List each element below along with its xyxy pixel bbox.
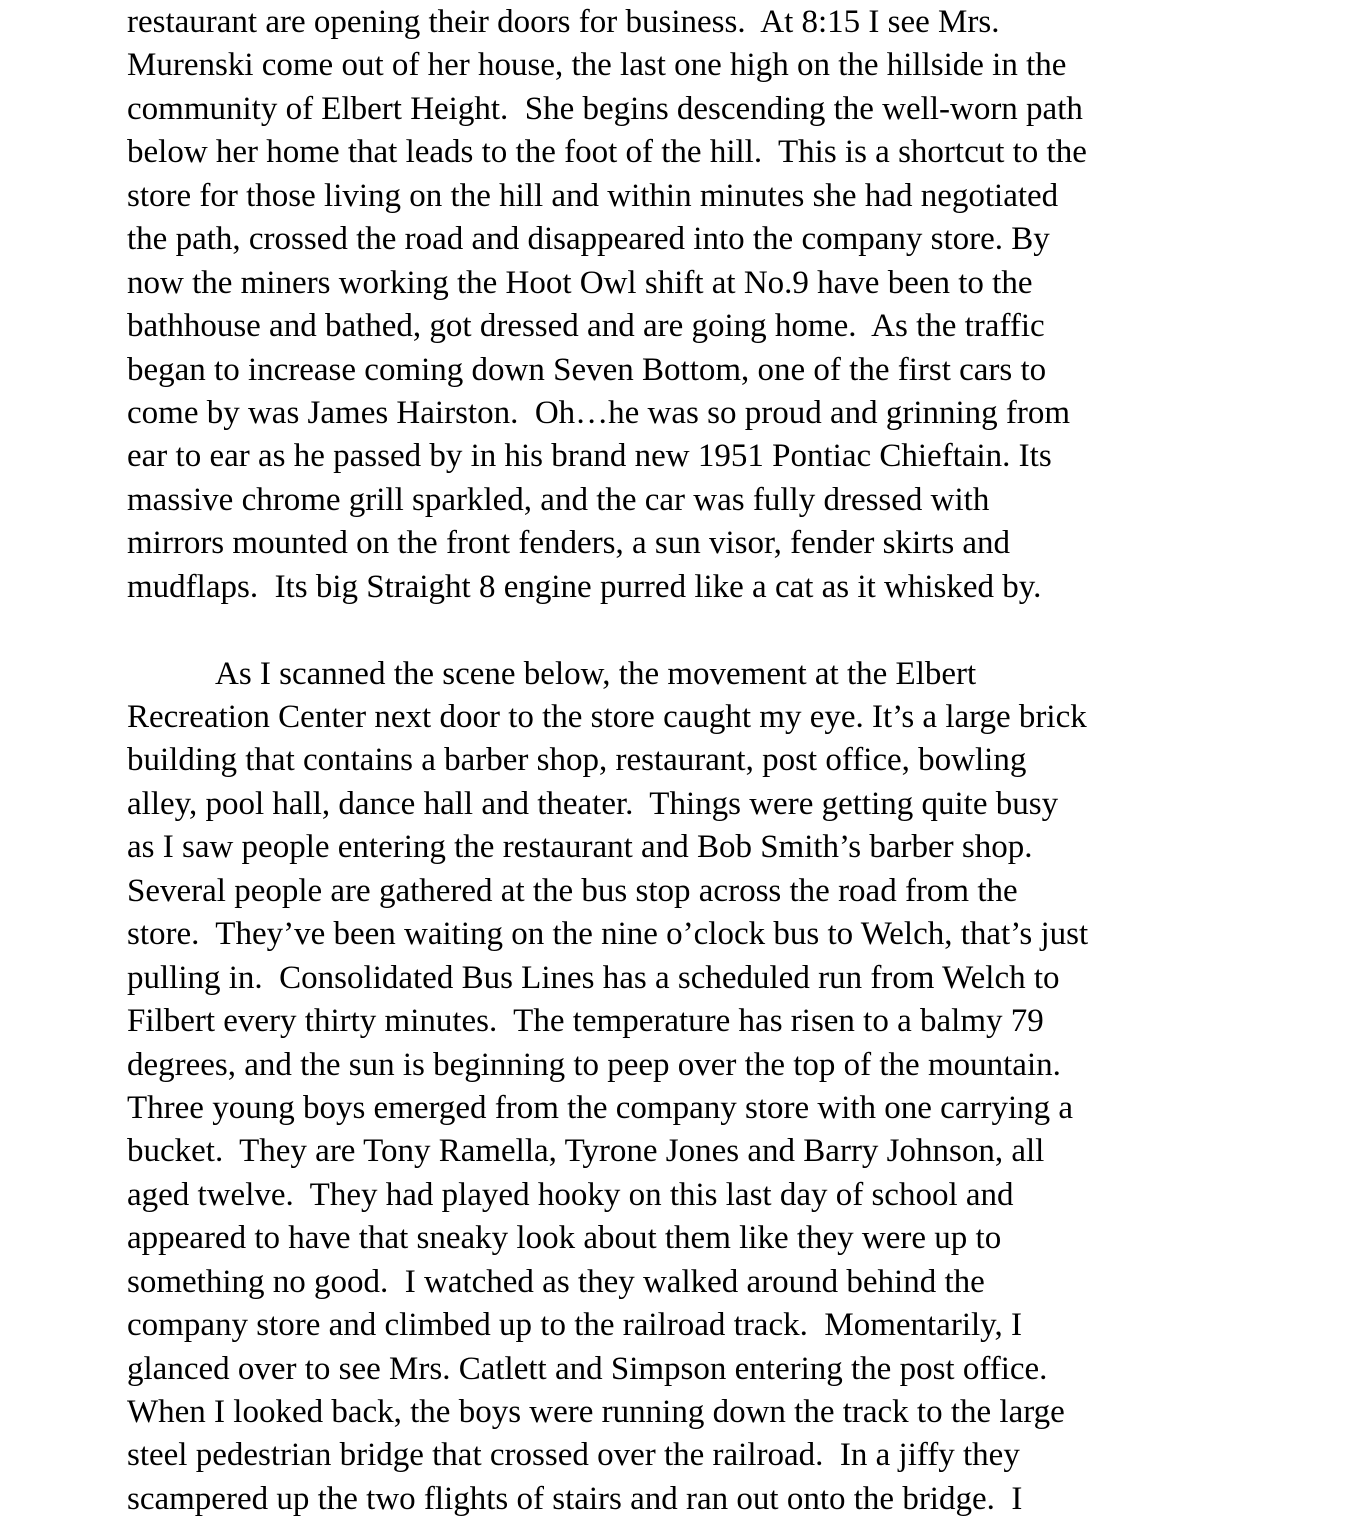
text-line: company store and climbed up to the railroad track. Momentarily, I [127, 1307, 1022, 1344]
text-line: Murenski come out of her house, the last one high on the hillside in the [127, 47, 1067, 84]
text-line: now the miners working the Hoot Owl shift at No.9 have been to the [127, 264, 1033, 301]
text-line: degrees, and the sun is beginning to peep over the top of the mountain. [127, 1046, 1061, 1083]
text-line: mudflaps. Its big Straight 8 engine purred like a cat as it whisked by. [127, 568, 1042, 605]
text-line: restaurant are opening their doors for business. At 8:15 I see Mrs. [127, 4, 1000, 40]
text-line: bathhouse and bathed, got dressed and are going home. As the traffic [127, 308, 1045, 345]
text-line: come by was James Hairston. Oh…he was so proud and grinning from [127, 394, 1071, 431]
paragraph [127, 1, 1307, 609]
text-line: aged twelve. They had played hooky on this last day of school and [127, 1176, 1014, 1213]
text-line: as I saw people entering the restaurant and Bob Smith’s barber shop. [127, 829, 1033, 866]
text-line: ear to ear as he passed by in his brand new 1951 Pontiac Chieftain. Its [127, 438, 1052, 475]
text-line: began to increase coming down Seven Bottom, one of the first cars to [127, 351, 1047, 388]
text-line: the path, crossed the road and disappeared into the company store. By [127, 221, 1050, 258]
text-line: When I looked back, the boys were running down the track to the large [127, 1394, 1065, 1430]
text-line: Three young boys emerged from the company store with one carrying a [127, 1089, 1074, 1126]
text-line: massive chrome grill sparkled, and the car was fully dressed with [127, 481, 990, 518]
text-line: pulling in. Consolidated Bus Lines has a scheduled run from Welch to [127, 959, 1060, 996]
text-line: bucket. They are Tony Ramella, Tyrone Jones and Barry Johnson, all [127, 1133, 1045, 1170]
paragraph [127, 653, 1307, 1522]
text-line: building that contains a barber shop, restaurant, post office, bowling [127, 742, 1027, 779]
text-line: something no good. I watched as they walked around behind the [127, 1263, 985, 1300]
text-line: glanced over to see Mrs. Catlett and Simpson entering the post office. [127, 1350, 1048, 1387]
text-line: store for those living on the hill and within minutes she had negotiated [127, 177, 1059, 214]
text-line: Several people are gathered at the bus stop across the road from the [127, 872, 1018, 909]
text-line: scampered up the two flights of stairs and ran out onto the bridge. I [127, 1480, 1023, 1517]
text-line: mirrors mounted on the front fenders, a sun visor, fender skirts and [127, 525, 1011, 562]
text-line: store. They’ve been waiting on the nine o’clock bus to Welch, that’s just [127, 916, 1089, 953]
text-line: Filbert every thirty minutes. The temperature has risen to a balmy 79 [127, 1003, 1044, 1040]
text-line: appeared to have that sneaky look about them like they were up to [127, 1220, 1002, 1257]
text-line: Recreation Center next door to the store caught my eye. It’s a large brick [127, 699, 1087, 735]
text-line: below her home that leads to the foot of the hill. This is a shortcut to the [127, 134, 1087, 171]
page-text-block [127, 1, 1307, 1521]
text-line: community of Elbert Height. She begins descending the well-worn path [127, 90, 1083, 127]
text-line: As I scanned the scene below, the movement at the Elbert [215, 655, 977, 692]
text-line: steel pedestrian bridge that crossed over the railroad. In a jiffy they [127, 1437, 1020, 1474]
text-line: alley, pool hall, dance hall and theater. Things were getting quite busy [127, 785, 1059, 822]
